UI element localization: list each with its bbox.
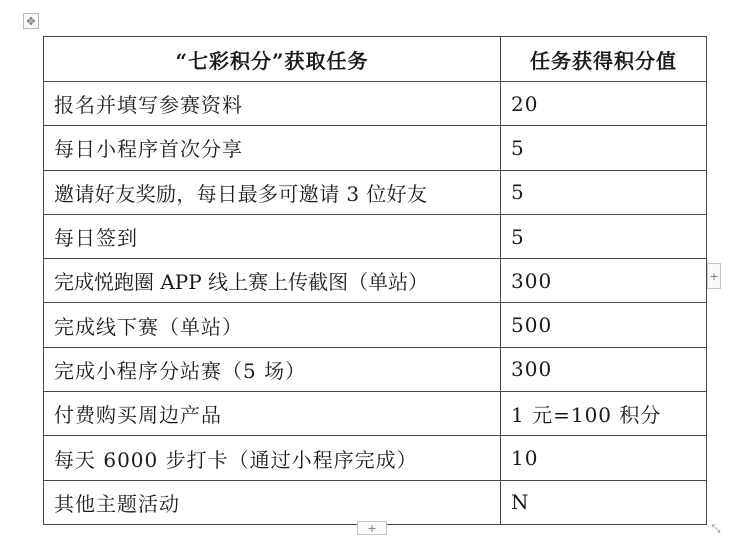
points-cell[interactable]: 5 bbox=[501, 214, 707, 258]
table-row bbox=[44, 259, 707, 303]
task-cell[interactable]: 完成线下赛（单站） bbox=[44, 303, 501, 347]
task-cell[interactable]: 每日签到 bbox=[44, 214, 501, 258]
table-row bbox=[44, 170, 707, 214]
task-cell[interactable]: 其他主题活动 bbox=[44, 480, 501, 524]
task-cell[interactable]: 每日小程序首次分享 bbox=[44, 126, 501, 170]
table-row bbox=[44, 214, 707, 258]
task-cell[interactable]: 完成小程序分站赛（5 场） bbox=[44, 347, 501, 391]
table-row bbox=[44, 82, 707, 126]
points-cell[interactable]: 20 bbox=[501, 82, 707, 126]
table-row bbox=[44, 392, 707, 436]
points-cell[interactable]: 300 bbox=[501, 347, 707, 391]
header-points[interactable]: 任务获得积分值 bbox=[501, 37, 707, 82]
task-cell[interactable]: 报名并填写参赛资料 bbox=[44, 82, 501, 126]
points-cell[interactable]: N bbox=[501, 480, 707, 524]
points-cell[interactable]: 500 bbox=[501, 303, 707, 347]
task-cell[interactable]: 付费购买周边产品 bbox=[44, 392, 501, 436]
table-header-row bbox=[44, 37, 707, 82]
points-table bbox=[43, 36, 707, 525]
task-cell[interactable]: 完成悦跑圈 APP 线上赛上传截图（单站） bbox=[44, 259, 501, 303]
table-row bbox=[44, 347, 707, 391]
header-task[interactable]: “七彩积分”获取任务 bbox=[44, 37, 501, 82]
table-row bbox=[44, 436, 707, 480]
table-move-handle-icon[interactable]: ✥ bbox=[23, 13, 39, 29]
table-row bbox=[44, 480, 707, 524]
points-cell[interactable]: 300 bbox=[501, 259, 707, 303]
add-column-icon[interactable]: + bbox=[707, 263, 721, 289]
task-cell[interactable]: 邀请好友奖励，每日最多可邀请 3 位好友 bbox=[44, 170, 501, 214]
table-row bbox=[44, 126, 707, 170]
task-cell[interactable]: 每天 6000 步打卡（通过小程序完成） bbox=[44, 436, 501, 480]
add-row-icon[interactable]: + bbox=[357, 521, 387, 535]
points-cell[interactable]: 5 bbox=[501, 126, 707, 170]
table-resize-icon[interactable]: ⤡ bbox=[711, 522, 721, 535]
points-cell[interactable]: 1 元=100 积分 bbox=[501, 392, 707, 436]
points-cell[interactable]: 10 bbox=[501, 436, 707, 480]
points-cell[interactable]: 5 bbox=[501, 170, 707, 214]
table-row bbox=[44, 303, 707, 347]
